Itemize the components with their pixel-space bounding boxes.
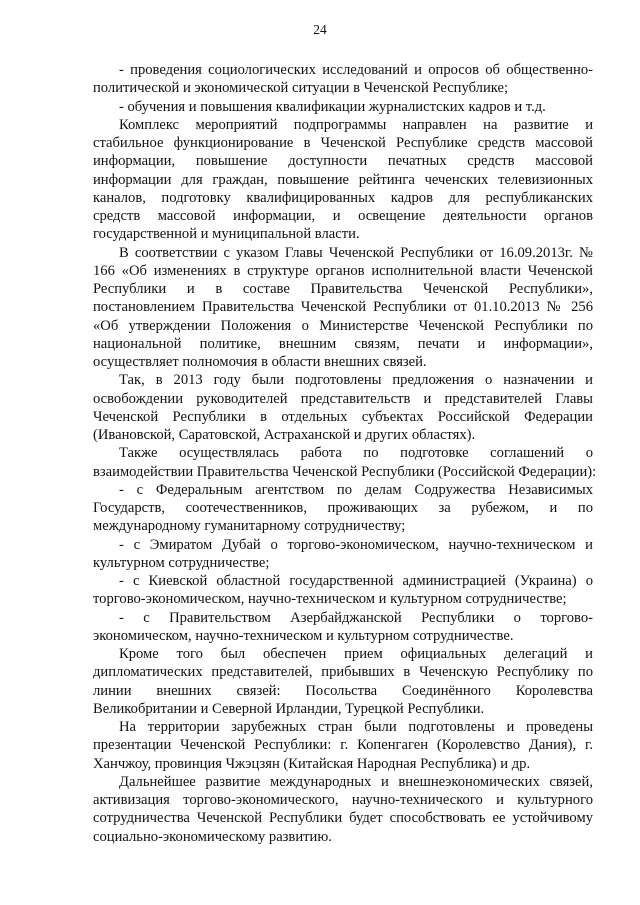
- text-line: Республики и в составе Правительства Чеченской Республики»,: [93, 281, 593, 297]
- document-body: [93, 61, 597, 846]
- text-line: Комплекс мероприятий подпрограммы направлен на развитие и: [119, 116, 593, 133]
- text-line: Чеченской Республики в отдельных субъектах Российской Федерации: [93, 408, 593, 425]
- text-line: - проведения социологических исследований и опросов об общественно-: [119, 62, 593, 78]
- text-line: каналов, подготовку квалифицированных кадров для республиканских: [93, 189, 593, 206]
- paragraph: [93, 718, 593, 773]
- text-line: Государств, соотечественников, проживающих за рубежом, и по: [93, 500, 593, 516]
- paragraph: [93, 536, 593, 573]
- text-line: социально-экономическому развитию.: [93, 828, 332, 845]
- paragraph: [119, 98, 593, 116]
- text-line: осуществляет полномочия в области внешних связей.: [93, 354, 427, 370]
- text-line: 166 «Об изменениях в структуре органов исполнительной власти Чеченской: [93, 262, 593, 279]
- text-line: Ханчжоу, провинция Чжэцзян (Китайская Народная Республика) и др.: [93, 755, 531, 772]
- text-line: В соответствии с указом Главы Чеченской Республики от 16.09.2013г. №: [119, 244, 593, 261]
- text-line: торгово-экономическом, научно-техническом и культурном сотрудничестве;: [93, 591, 567, 608]
- paragraph: [93, 244, 593, 372]
- text-line: международному гуманитарному сотрудничеству;: [93, 518, 406, 535]
- paragraph: [93, 773, 593, 846]
- text-line: информации для граждан, повышение рейтинга чеченских телевизионных: [93, 171, 593, 188]
- text-line: Дальнейшее развитие международных и внешнеэкономических связей,: [119, 773, 593, 790]
- text-line: политической и экономической ситуации в Чеченской Республике;: [93, 80, 509, 97]
- text-line: - с Федеральным агентством по делам Содружества Независимых: [119, 481, 593, 498]
- text-line: национальной политике, внешним связям, печати и информации»,: [93, 335, 593, 352]
- text-line: - с Киевской областной государственной администрацией (Украина) о: [119, 573, 593, 589]
- text-line: взаимодействии Правительства Чеченской Республики (Российской Федерации):: [93, 463, 597, 480]
- text-line: постановлением Правительства Чеченской Республики от 01.10.2013 № 256: [93, 299, 593, 316]
- text-line: экономическом, научно-техническом и культурном сотрудничестве.: [93, 627, 514, 644]
- text-line: Также осуществлялась работа по подготовке соглашений о: [119, 445, 593, 462]
- text-line: (Ивановской, Саратовской, Астраханской и других областях).: [93, 427, 476, 443]
- paragraph: [93, 61, 593, 98]
- text-line: Великобритании и Северной Ирландии, Турецкой Республики.: [93, 700, 485, 717]
- paragraph: [93, 572, 593, 609]
- paragraph: [93, 609, 593, 646]
- text-line: сотрудничества Чеченской Республики будет способствовать ее устойчивому: [93, 810, 593, 827]
- paragraph: [93, 116, 593, 244]
- paragraph: [93, 481, 593, 536]
- text-line: - обучения и повышения квалификации журналистских кадров и т.д.: [119, 98, 546, 115]
- text-line: государственной и муниципальной власти.: [93, 226, 360, 243]
- paragraph: [93, 444, 597, 481]
- text-line: средств массовой информации, и освещение деятельности органов: [93, 208, 593, 224]
- text-line: культурном сотрудничестве;: [93, 554, 270, 571]
- text-line: линии внешних связей: Посольства Соединённого Королевства: [93, 682, 593, 699]
- text-line: - с Эмиратом Дубай о торгово-экономическом, научно-техническом и: [119, 536, 593, 553]
- text-line: дипломатических представителей, прибывших в Чеченскую Республику по: [93, 664, 593, 681]
- text-line: стабильное функционирование в Чеченской Республике средств массовой: [93, 135, 593, 151]
- text-line: На территории зарубежных стран были подготовлены и проведены: [119, 719, 593, 735]
- text-line: активизация торгово-экономического, научно-технического и культурного: [93, 792, 593, 808]
- text-line: Кроме того был обеспечен прием официальных делегаций и: [119, 646, 593, 662]
- paragraph: [93, 645, 593, 718]
- text-line: освобождении руководителей представительств и представителей Главы: [93, 390, 593, 407]
- text-line: информации, повышение доступности печатных средств массовой: [93, 153, 593, 170]
- text-line: презентации Чеченской Республики: г. Копенгаген (Королевство Дания), г.: [93, 737, 593, 754]
- text-line: - с Правительством Азербайджанской Республики о торгово-: [119, 609, 593, 626]
- text-line: «Об утверждении Положения о Министерстве Чеченской Республики по: [93, 317, 593, 334]
- page-number: 24: [313, 22, 327, 37]
- text-line: Так, в 2013 году были подготовлены предложения о назначении и: [119, 372, 593, 389]
- paragraph: [93, 371, 593, 444]
